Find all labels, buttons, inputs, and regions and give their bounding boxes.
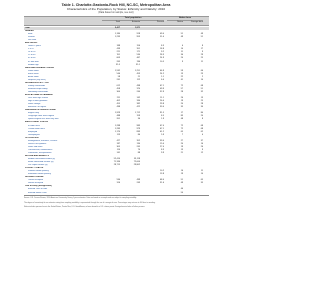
row-label: Sales and office <box>28 145 43 148</box>
table-cell: 27.4 <box>160 145 164 148</box>
table-cell: 382 <box>136 103 140 106</box>
table-cell: 72,004 <box>133 161 140 164</box>
table-cell: 52,410 <box>113 158 120 161</box>
table-cell: 32 <box>200 90 203 93</box>
table-cell: 91.5 <box>160 112 164 115</box>
table-cell: 67.4 <box>160 124 164 127</box>
row-label: Total <box>25 27 30 29</box>
table-cell: 453 <box>136 72 140 75</box>
table-cell: 26 <box>200 145 203 148</box>
table-cell: 18.8 <box>160 48 164 51</box>
table-cell: 243 <box>136 182 140 185</box>
table-cell: 88 <box>137 151 140 154</box>
table-cell: 244 <box>136 90 140 93</box>
row-label: OCCUPATION <box>25 136 39 139</box>
table-cell: 31.6 <box>160 182 164 185</box>
table-cell: 5.9 <box>161 133 164 136</box>
table-cell: 20 <box>200 115 203 118</box>
table-cell: 422 <box>136 106 140 109</box>
table-cell: 1,170 <box>114 130 120 133</box>
table-cell: 67.1 <box>160 127 164 130</box>
footnote-definitions: Native includes persons born in the United States, Puerto Rico, U.S. Island Areas, or born abroad to a U.S. citizen parent. Foreign-born includes all other persons. <box>24 206 145 208</box>
table-cell: 24 <box>180 57 183 60</box>
table-cell: 9 <box>201 51 203 54</box>
row-label: HOUSING TENURE <box>25 176 44 179</box>
table-cell: 21 <box>137 75 140 78</box>
row-label: Unemployed <box>28 133 40 136</box>
table-cell: 68.4 <box>160 179 164 182</box>
table-cell: 370 <box>136 87 140 90</box>
table-cell: 2,417 <box>114 27 120 29</box>
column-header: Percent <box>156 20 164 23</box>
table-cell: 37 <box>200 139 203 142</box>
table-cell: 142 <box>136 97 140 100</box>
row-label: Families below poverty <box>28 170 49 173</box>
table-cell: 22 <box>180 75 183 78</box>
table-cell: 9.9 <box>161 151 164 154</box>
table-cell: 6 <box>181 45 183 48</box>
row-label: Language other than English <box>28 115 55 118</box>
table-cell: 6.0 <box>161 78 164 81</box>
table-cell: 28,715 <box>113 164 120 167</box>
table-cell: 68 <box>200 127 203 130</box>
table-cell: 53,118 <box>133 158 140 161</box>
table-cell: 58 <box>117 75 120 78</box>
table-cell: 6 <box>201 133 203 136</box>
table-cell: 35.1 <box>136 63 140 66</box>
table-cell: 26 <box>180 97 183 100</box>
row-label: EDUCATIONAL ATTAINMENT <box>25 94 54 97</box>
row-label: Bachelor's or higher <box>28 106 47 109</box>
row-label: INCOME AND BENEFITS <box>25 154 49 157</box>
table-cell: 19 <box>180 173 183 176</box>
table-cell: 9 <box>201 148 203 151</box>
table-cell: 27 <box>180 139 183 142</box>
table-cell: 10.2 <box>160 170 164 173</box>
table-cell: 467 <box>136 57 140 60</box>
table-cell: 13 <box>200 97 203 100</box>
table-cell: 1,184 <box>114 33 120 36</box>
column-header: Foreign-born <box>191 20 203 23</box>
row-label: Production, transportation <box>28 151 52 154</box>
table-cell: 13 <box>180 72 183 75</box>
table-cell: 21 <box>180 151 183 154</box>
table-cell: 72 <box>180 127 183 130</box>
row-label: Individuals below poverty <box>28 173 51 176</box>
row-label: Median age <box>28 63 39 66</box>
table-cell: 46 <box>180 188 183 191</box>
table-cell: 11 <box>180 51 183 54</box>
row-label: RACE AND HISPANIC ORIGIN <box>25 66 54 69</box>
table-cell: 34 <box>200 106 203 109</box>
table-cell: 1,283 <box>114 127 120 130</box>
row-label: Male <box>28 33 33 36</box>
table-cell: 11 <box>200 60 203 63</box>
table-cell: 8 <box>201 118 203 121</box>
table-cell: 1,251 <box>134 69 140 72</box>
table-cell: 196 <box>136 60 140 63</box>
header-group-total: Total population <box>102 17 164 21</box>
row-label: Year of Entry (foreign-born) <box>25 185 52 188</box>
table-cell: 59 <box>180 69 183 72</box>
table-cell: 16 <box>200 142 203 145</box>
table-cell: 498 <box>136 84 140 87</box>
row-label: Median household income ($) <box>28 158 55 161</box>
table-cell: 17 <box>180 112 183 115</box>
row-label: 65 and over <box>28 60 39 63</box>
table-cell: 49.9 <box>160 87 164 90</box>
table-cell: 23 <box>200 72 203 75</box>
table-cell: 201 <box>116 118 120 121</box>
table-cell: 156 <box>136 45 140 48</box>
table-cell: 1,288 <box>114 124 120 127</box>
table-cell: 74 <box>137 148 140 151</box>
table-cell: 57 <box>180 87 183 90</box>
table-cell: 221 <box>116 51 120 54</box>
table-cell: 51 <box>180 33 183 36</box>
table-cell: 983 <box>136 124 140 127</box>
table-cell: 265 <box>116 60 120 63</box>
table-cell: 29.8 <box>160 103 164 106</box>
table-cell: 28 <box>200 103 203 106</box>
table-body <box>24 27 209 195</box>
table-cell: 10 <box>200 78 203 81</box>
table-bottom-rule <box>24 195 209 196</box>
table-cell: 14 <box>200 173 203 176</box>
table-cell: 67.1 <box>160 84 164 87</box>
row-label: High school graduate <box>28 100 48 103</box>
row-label: Black alone <box>28 72 39 75</box>
table-cell: 9.2 <box>161 51 164 54</box>
table-cell: 13 <box>180 148 183 151</box>
table-cell: 17 <box>200 48 203 51</box>
row-label: HOUSEHOLDS BY TYPE <box>25 81 49 84</box>
column-header: Estimate <box>131 20 140 23</box>
row-label: 45 to 64 <box>28 57 36 60</box>
table-cell: 72 <box>180 124 183 127</box>
table-cell: 8.3 <box>161 45 164 48</box>
row-label: POVERTY STATUS <box>25 167 44 170</box>
table-cell: 352 <box>136 139 140 142</box>
table-cell: 316 <box>116 182 120 185</box>
table-cell: 402 <box>116 100 120 103</box>
table-cell: 66.9 <box>160 69 164 72</box>
table-cell: 241 <box>116 78 120 81</box>
row-label: Construction, maintenance <box>28 148 53 151</box>
table-cell: 36 <box>137 118 140 121</box>
table-cell: 16 <box>180 170 183 173</box>
table-cell: 1,712 <box>134 112 140 115</box>
row-label: Renter-occupied <box>28 182 44 185</box>
table-cell: 54 <box>180 191 183 194</box>
table-cell: 29,802 <box>133 164 140 167</box>
table-cell: 61.2 <box>160 130 164 133</box>
column-header: Native <box>177 20 183 23</box>
table-cell: 25 <box>200 57 203 60</box>
table-cell: 498 <box>116 106 120 109</box>
table-cell: 19 <box>180 100 183 103</box>
table-cell: 15.0 <box>160 142 164 145</box>
table-cell: 427 <box>116 139 120 142</box>
row-label: White alone <box>28 69 39 72</box>
row-label: Employed <box>28 130 38 133</box>
row-label: Per capita income ($) <box>28 164 48 167</box>
table-cell: 9 <box>181 60 183 63</box>
table-cell: 110 <box>116 148 120 151</box>
table-cell: 49.0 <box>160 33 164 36</box>
table-cell: 300 <box>116 90 120 93</box>
header-group-native: Native-born <box>167 17 203 21</box>
footnote-error: The degree of uncertainty for an estimate arising from sampling variability is represented through the use of a margin of error. Percentages may not sum to 100 due to rounding. <box>24 201 156 204</box>
table-cell: 546 <box>116 72 120 75</box>
table-cell: 68 <box>200 84 203 87</box>
table-cell: 1,233 <box>114 36 120 39</box>
table-cell: 171 <box>136 51 140 54</box>
table-cell: 455 <box>116 103 120 106</box>
table-cell: 20 <box>180 142 183 145</box>
table-cell: 2 <box>201 75 203 78</box>
table-cell: 24.2 <box>160 72 164 75</box>
row-label: Female <box>28 36 35 39</box>
table-cell: 458 <box>116 87 120 90</box>
table-cell: 29 <box>200 54 203 57</box>
table-cell: 334 <box>136 100 140 103</box>
table-cell: 112 <box>136 78 140 81</box>
table-cell: 305 <box>116 145 120 148</box>
table-cell: 603 <box>116 57 120 60</box>
table-cell: 51 <box>200 87 203 90</box>
table-cell: 1,592 <box>114 69 120 72</box>
row-label: Asian alone <box>28 75 39 78</box>
table-cell: 35 <box>180 106 183 109</box>
row-label: EMPLOYMENT STATUS <box>25 121 48 124</box>
row-label: GENDER <box>25 30 34 33</box>
row-label: Mean household income ($) <box>28 161 54 164</box>
table-cell: 19 <box>180 145 183 148</box>
table-cell: 68 <box>200 124 203 127</box>
table-cell: 80 <box>200 112 203 115</box>
table-cell: 65 <box>200 179 203 182</box>
table-cell: 13.8 <box>160 173 164 176</box>
table-cell: 51.0 <box>160 36 164 39</box>
row-label: English only <box>28 112 40 115</box>
table-cell: 8 <box>201 45 203 48</box>
row-label: AGE GROUP <box>25 42 38 45</box>
table-cell: 10.5 <box>160 60 164 63</box>
table-cell: 141 <box>116 151 120 154</box>
row-label: Under 5 years <box>28 45 41 48</box>
table-cell: 28.3 <box>160 54 164 57</box>
table-cell: 8.3 <box>161 148 164 151</box>
table-cell: 39.4 <box>160 139 164 142</box>
table-cell: 35 <box>200 182 203 185</box>
row-label: Sex ratio <box>28 39 37 42</box>
table-cell: 11 <box>200 170 203 173</box>
table-cell: 36 <box>180 54 183 57</box>
table-cell: 20 <box>180 103 183 106</box>
document-subnote: (Data based on sample, see text) <box>98 11 134 14</box>
table-cell: 12 <box>200 151 203 154</box>
table-cell: 499 <box>136 179 140 182</box>
table-cell: 26.0 <box>160 100 164 103</box>
table-cell: 530 <box>136 54 140 57</box>
table-cell: 48 <box>180 118 183 121</box>
table-cell: 8.5 <box>161 115 164 118</box>
row-label: LANGUAGE SPOKEN AT HOME <box>25 109 56 112</box>
table-cell: 953 <box>136 36 140 39</box>
table-cell: 32.9 <box>160 90 164 93</box>
table-cell: 7 <box>181 133 183 136</box>
row-label: Owner-occupied <box>28 179 43 182</box>
row-label: 25 to 44 <box>28 54 36 57</box>
table-cell: 14 <box>180 48 183 51</box>
row-label: 18 to 24 <box>28 51 36 54</box>
table-cell: 893 <box>136 130 140 133</box>
row-label: Entered before 2000 <box>28 191 47 194</box>
table-cell: 701 <box>116 54 120 57</box>
table-cell: 245 <box>136 145 140 148</box>
table-cell: 71,336 <box>113 161 120 164</box>
table-cell: 211 <box>116 97 120 100</box>
table-cell: 49 <box>200 33 203 36</box>
document-subtitle: Characteristics of the Population, by Status: Ethnicity and Nativity: 2010 <box>66 6 166 11</box>
row-label: Entered 2000 or later <box>28 188 48 191</box>
table-cell: 65 <box>180 130 183 133</box>
table-cell: 439 <box>116 48 120 51</box>
row-label: Some college <box>28 103 41 106</box>
document-title: Table 1. Charlotte-Gastonia-Rock Hill, NC-SC, Metropolitan Area <box>61 3 171 7</box>
table-cell: 41 <box>180 78 183 81</box>
row-label: Family households <box>28 84 46 87</box>
column-header: Total <box>115 20 120 23</box>
table-cell: 28 <box>180 90 183 93</box>
table-cell: 49 <box>180 36 183 39</box>
table-cell: 1.1 <box>161 75 164 78</box>
table-cell: 51 <box>200 36 203 39</box>
table-cell: 11.1 <box>160 97 164 100</box>
table-cell: 25 <box>200 100 203 103</box>
table-cell: 596 <box>116 179 120 182</box>
table-cell: 351 <box>136 48 140 51</box>
table-cell: 1,871 <box>134 27 140 29</box>
table-cell: 49 <box>180 182 183 185</box>
footnote-source: Source: U.S. Census Bureau, 2010 American Community Survey 1-year estimates. Data are based on a sample and are subject to sampling variability. <box>24 197 137 199</box>
table-cell: 134 <box>136 142 140 145</box>
table-cell: 113 <box>116 133 120 136</box>
table-cell: 612 <box>116 84 120 87</box>
row-label: 5 to 17 <box>28 48 35 51</box>
table-cell: 66 <box>200 69 203 72</box>
table-cell: 918 <box>136 33 140 36</box>
table-cell: 188 <box>116 45 120 48</box>
row-label: In labor force <box>28 124 40 127</box>
row-label: Management, business, science <box>28 139 58 142</box>
table-cell: 979 <box>136 127 140 130</box>
table-cell: 24.9 <box>160 57 164 60</box>
row-label: Nonfamily households <box>28 90 49 93</box>
row-label: Hispanic (any race) <box>28 78 46 81</box>
table-cell: 83 <box>180 115 183 118</box>
table-cell: 86 <box>137 133 140 136</box>
row-label: Service occupations <box>28 142 47 145</box>
table-cell: 187 <box>116 142 120 145</box>
table-cell: 1.9 <box>161 118 164 121</box>
row-label: Civilian labor force <box>28 127 45 130</box>
table-cell: 72 <box>180 84 183 87</box>
table-cell: 33.0 <box>160 106 164 109</box>
table-cell: 51 <box>180 179 183 182</box>
row-label: Less than high school <box>28 97 48 100</box>
table-cell: 159 <box>136 115 140 118</box>
table-cell: 62 <box>200 130 203 133</box>
table-cell: 488 <box>116 115 120 118</box>
table-cell: 1,929 <box>114 112 120 115</box>
row-label: Married-couple family <box>28 87 48 90</box>
row-label: Speak English less than very well <box>28 118 59 121</box>
table-cell: 35.5 <box>116 63 120 66</box>
